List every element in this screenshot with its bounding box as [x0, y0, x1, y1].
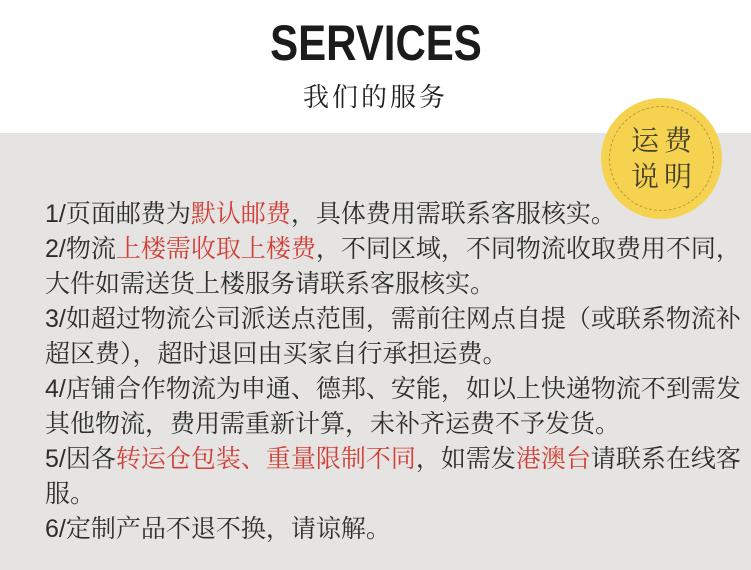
text-segment-red: 港澳台: [515, 445, 591, 473]
text-segment-red: 转运仓包装、重量限制不同: [115, 445, 416, 473]
text-segment-red: 默认邮费: [190, 200, 291, 228]
text-segment: ，具体费用需联系客服核实。: [290, 200, 616, 228]
notice-item-3: [45, 302, 745, 372]
notice-item-6: [45, 512, 745, 547]
badge-label: [601, 98, 722, 219]
text-segment: 3/如超过物流公司派送点范围，需前往网点自提（或联系物流补: [45, 305, 741, 333]
notice-item-4: [45, 372, 745, 442]
text-segment: 超区费），超时退回由买家自行承担运费。: [45, 340, 508, 368]
text-segment: 请联系在线客: [590, 445, 741, 473]
text-segment: 服。: [45, 480, 96, 508]
text-segment: 4/店铺合作物流为申通、德邦、安能，如以上快递物流不到需发: [45, 375, 741, 403]
text-segment: 其他物流，费用需重新计算，未补齐运费不予发货。: [45, 410, 621, 438]
notice-item-5: [45, 442, 745, 512]
notice-item-2: [45, 232, 745, 302]
text-segment: 5/因各: [45, 445, 116, 473]
text-segment: 6/定制产品不退不换，请谅解。: [45, 515, 391, 543]
shipping-notice-list: [45, 197, 745, 547]
text-segment: 大件如需送货上楼服务请联系客服核实。: [45, 270, 496, 298]
text-segment: ，如需发: [415, 445, 516, 473]
shipping-fee-badge: [601, 98, 722, 219]
text-segment: 2/物流: [45, 235, 116, 263]
page-title-text: SERVICES: [269, 15, 482, 71]
text-segment: 1/页面邮费为: [45, 200, 191, 228]
text-segment-red: 上楼需收取上楼费: [115, 235, 316, 263]
badge-label-line2: 说明: [630, 160, 697, 192]
page-subtitle: 我们的服务: [302, 82, 448, 112]
text-segment: ，不同区域，不同物流收取费用不同，: [315, 235, 741, 263]
page-title: [0, 0, 751, 71]
badge-label-line1: 运费: [630, 124, 697, 156]
